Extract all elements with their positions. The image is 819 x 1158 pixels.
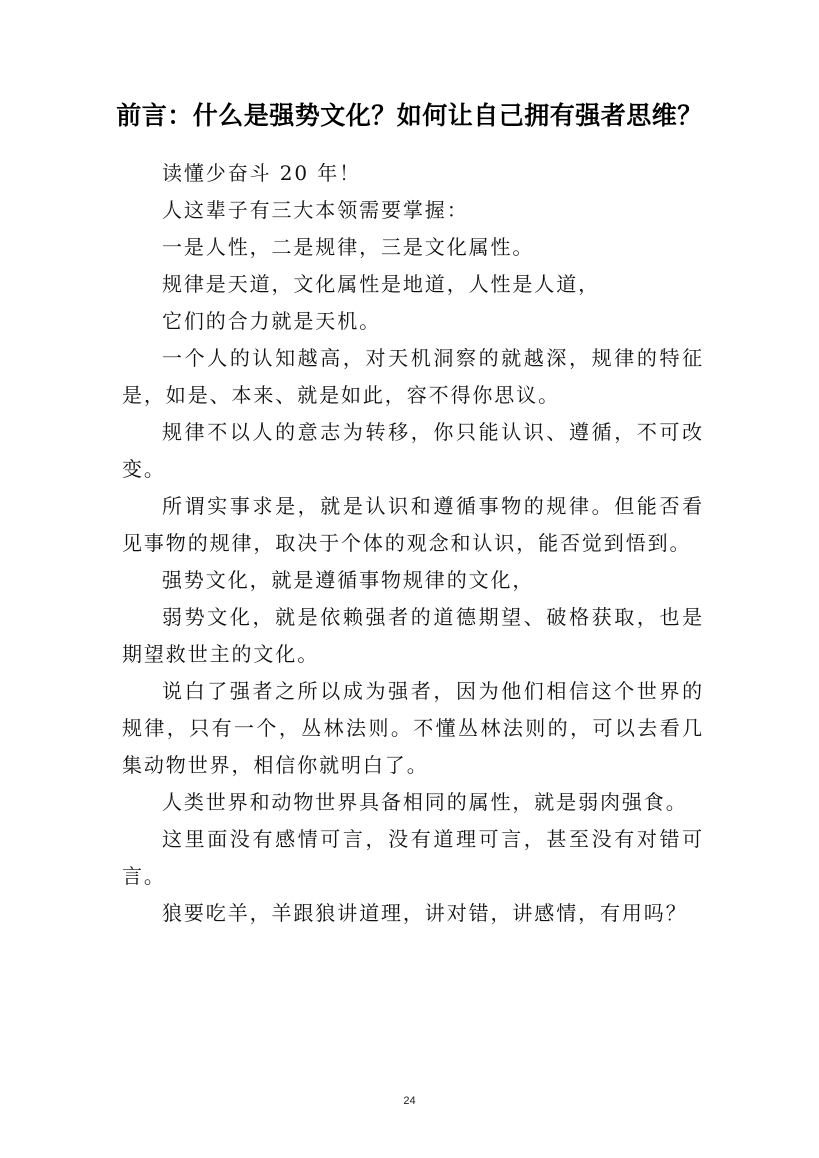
paragraph: 人这辈子有三大本领需要掌握： <box>162 198 469 222</box>
body-text <box>122 155 704 932</box>
paragraph: 一个人的认知越高，对天机洞察的就越深，规律的特征是，如是、本来、就是如此，容不得你思议。 <box>122 346 704 407</box>
paragraph: 规律不以人的意志为转移，你只能认识、遵循，不可改变。 <box>122 420 704 481</box>
paragraph: 读懂少奋斗 20 年！ <box>162 161 362 185</box>
paragraph: 一是人性，二是规律，三是文化属性。 <box>162 235 535 259</box>
paragraph: 它们的合力就是天机。 <box>162 309 381 333</box>
page-title: 前言：什么是强势文化？如何让自己拥有强者思维？ <box>116 101 703 130</box>
paragraph: 强势文化，就是遵循事物规律的文化， <box>162 568 535 592</box>
paragraph: 所谓实事求是，就是认识和遵循事物的规律。但能否看见事物的规律，取决于个体的观念和认识，能否觉到悟到。 <box>122 494 704 555</box>
paragraph: 狼要吃羊，羊跟狼讲道理，讲对错，讲感情，有用吗？ <box>162 901 688 925</box>
paragraph: 这里面没有感情可言，没有道理可言，甚至没有对错可言。 <box>122 827 704 888</box>
page-number: 24 <box>403 1095 416 1107</box>
paragraph: 说白了强者之所以成为强者，因为他们相信这个世界的规律，只有一个，丛林法则。不懂丛林法则的，可以去看几集动物世界，相信你就明白了。 <box>122 679 704 777</box>
paragraph: 人类世界和动物世界具备相同的属性，就是弱肉强食。 <box>162 790 688 814</box>
paragraph: 规律是天道，文化属性是地道，人性是人道， <box>162 272 600 296</box>
paragraph: 弱势文化，就是依赖强者的道德期望、破格获取，也是期望救世主的文化。 <box>122 605 704 666</box>
